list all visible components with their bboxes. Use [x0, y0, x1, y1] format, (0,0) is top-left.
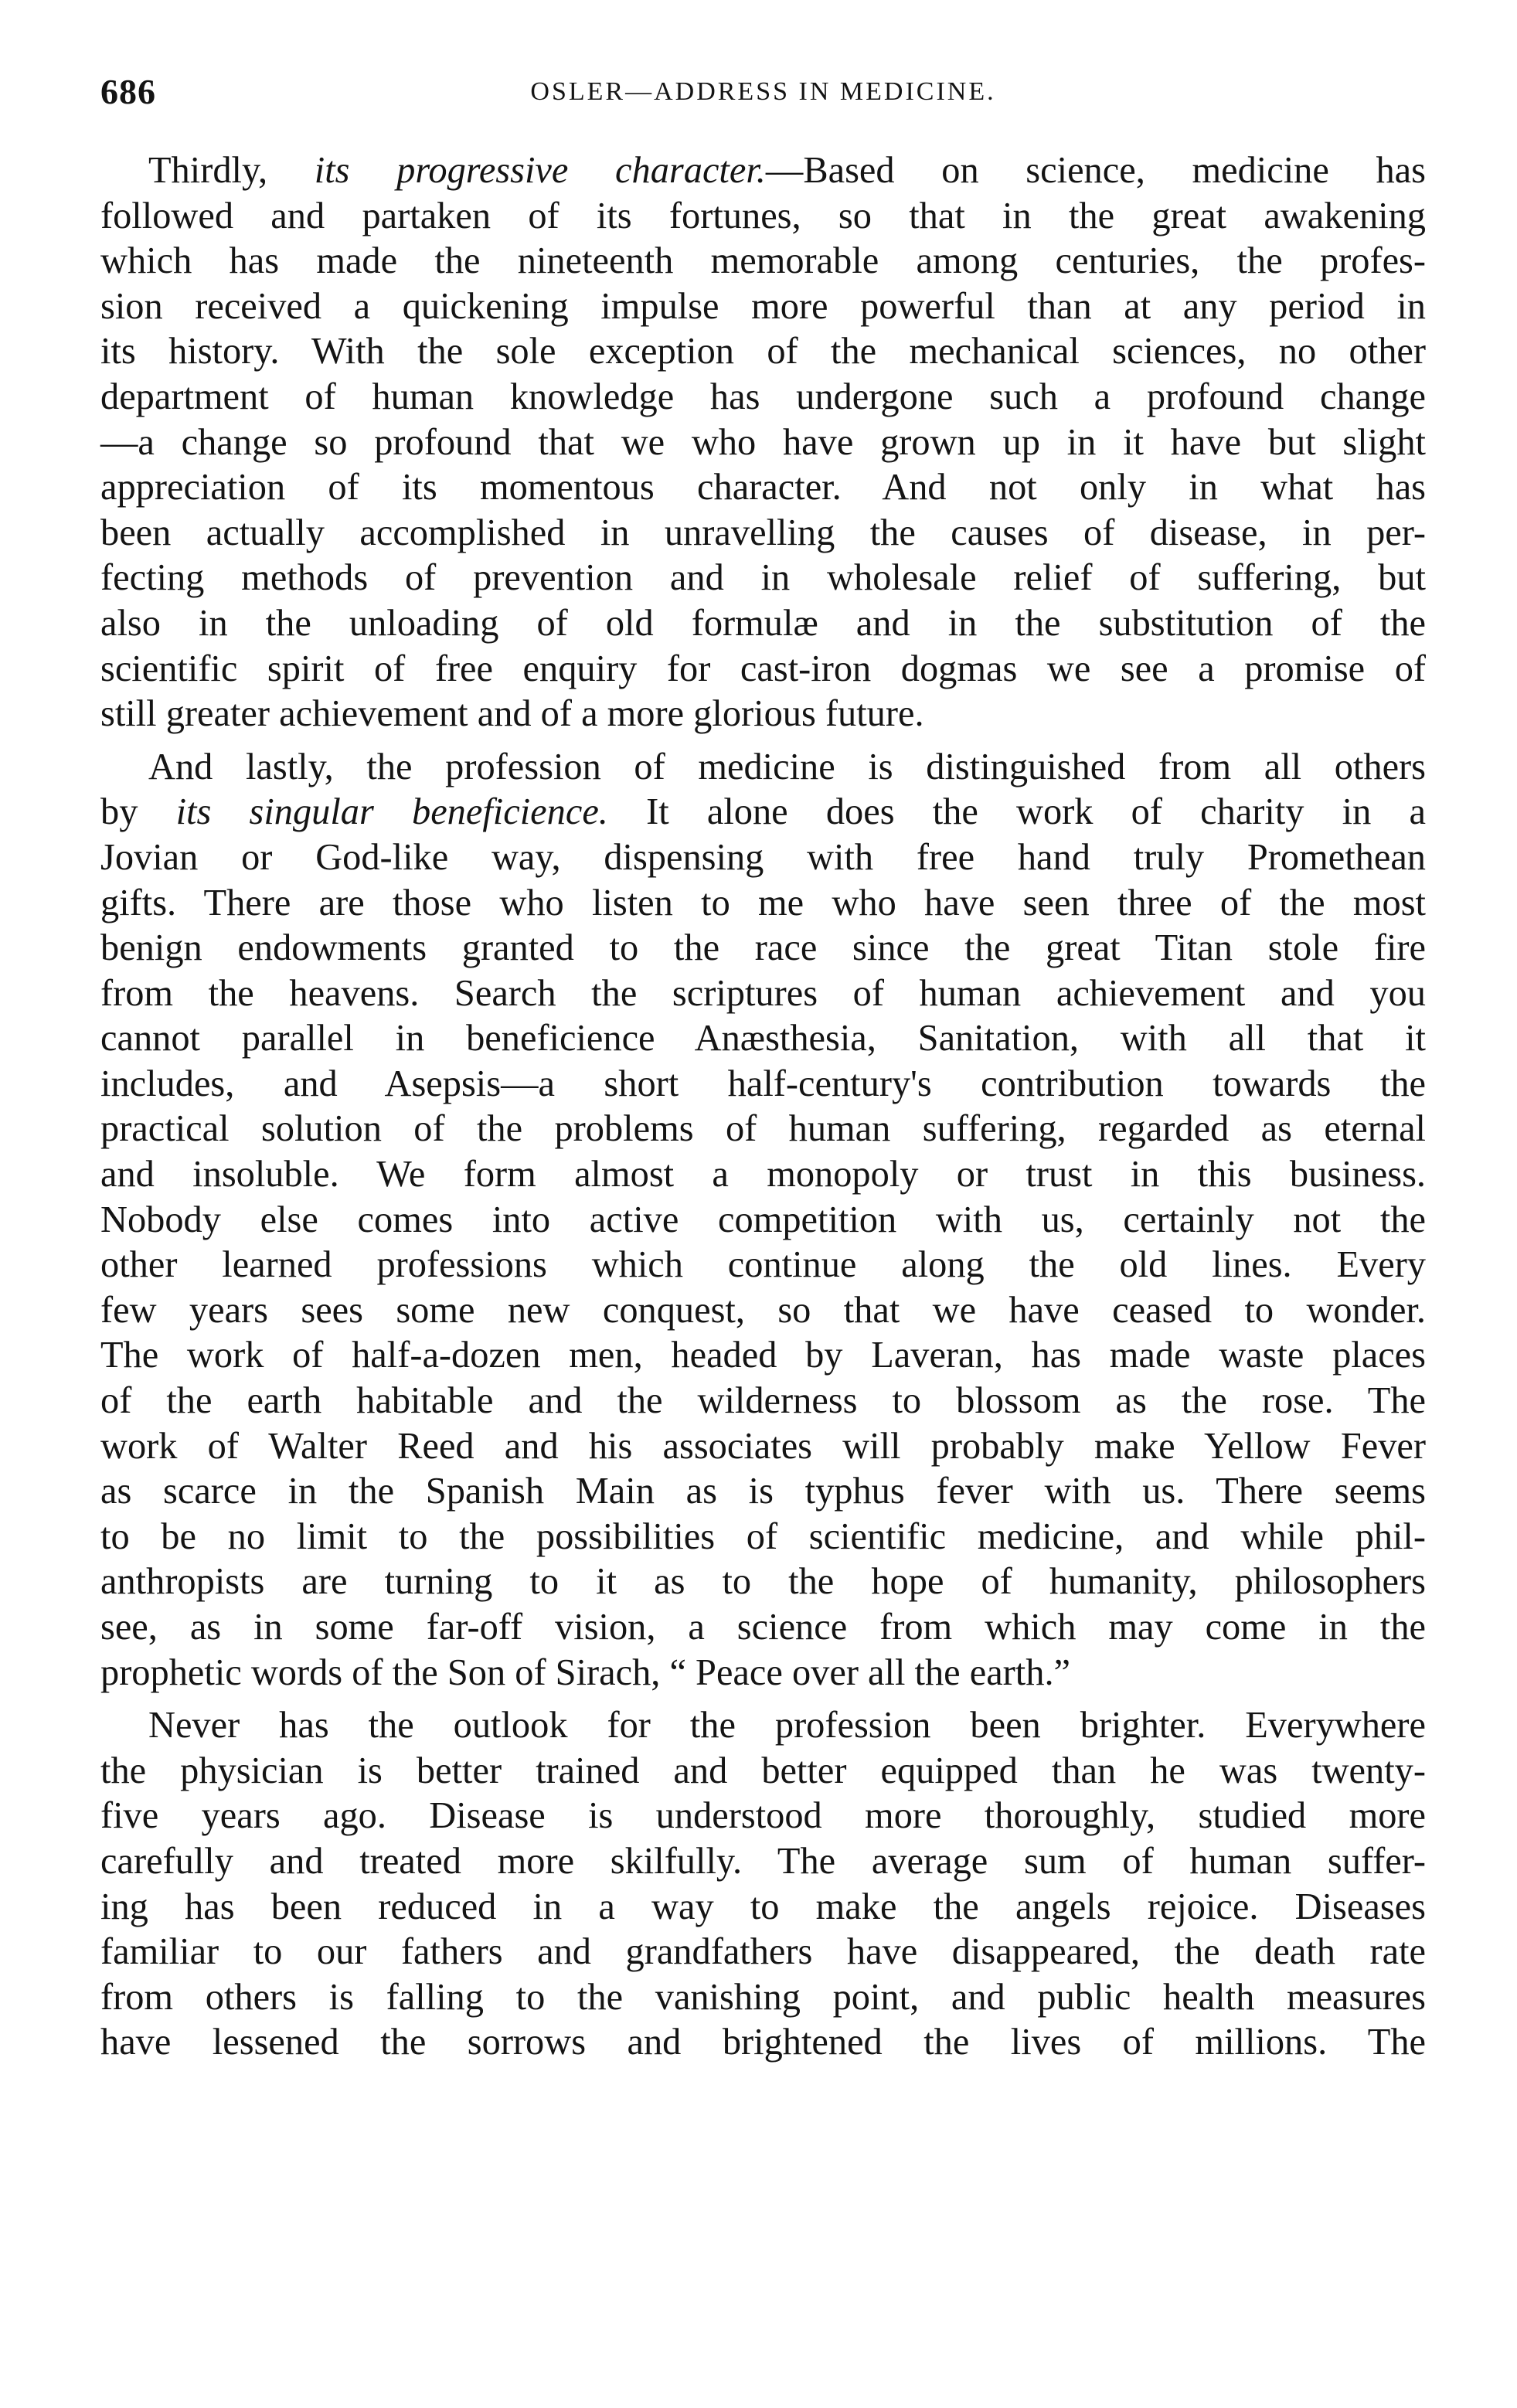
paragraph-progressive-character [100, 148, 1426, 737]
text-line: The work of half-a-dozen men, headed by Laveran, has made waste places [100, 1335, 1426, 1376]
text-line: cannot parallel in beneficience Anæsthesia, Sanitation, with all that it [100, 1018, 1426, 1059]
text-line: from others is falling to the vanishing point, and public health measures [100, 1976, 1426, 2018]
text-line: still greater achievement and of a more glorious future. [100, 693, 924, 735]
text-line: —a change so profound that we who have grown up in it have but slight [100, 421, 1426, 463]
text-line: followed and partaken of its fortunes, so that in the great awakening [100, 195, 1426, 236]
text-line: which has made the nineteenth memorable among centuries, the profes- [100, 240, 1426, 282]
text-line: been actually accomplished in unravelling the causes of disease, in per- [100, 512, 1426, 553]
text-line: as scarce in the Spanish Main as is typhus fever with us. There seems [100, 1471, 1426, 1512]
text-line: practical solution of the problems of human suffering, regarded as eternal [100, 1108, 1426, 1150]
page-header [100, 71, 1426, 117]
text-line: Nobody else comes into active competition with us, certainly not the [100, 1199, 1426, 1240]
paragraph-outlook [100, 1703, 1426, 2066]
text-run: It alone does the work of charity in a [607, 791, 1426, 833]
text-line: And lastly, the profession of medicine is distinguished from all others [148, 746, 1426, 787]
text-line: to be no limit to the possibilities of scientific medicine, and while phil- [100, 1515, 1426, 1557]
text-line: Never has the outlook for the profession been brighter. Everywhere [148, 1705, 1426, 1746]
text-line [100, 148, 1426, 194]
italic-phrase: its progressive character. [314, 150, 766, 191]
text-line: from the heavens. Search the scriptures of human achievement and you [100, 972, 1426, 1014]
text-line: fecting methods of prevention and in wholesale relief of suffering, but [100, 557, 1426, 599]
text-line: its history. With the sole exception of the mechanical sciences, no other [100, 331, 1426, 372]
paragraph-singular-beneficience [100, 745, 1426, 1695]
text-line: sion received a quickening impulse more powerful than at any period in [100, 285, 1426, 327]
text-line: includes, and Asepsis—a short half-century's contribution towards the [100, 1063, 1426, 1104]
text-line: department of human knowledge has undergone such a profound change [100, 376, 1426, 417]
text-line: appreciation of its momentous character. And not only in what has [100, 467, 1426, 508]
text-line: the physician is better trained and better equipped than he was twenty- [100, 1750, 1426, 1791]
text-line: anthropists are turning to it as to the hope of humanity, philosophers [100, 1561, 1426, 1603]
text-line: gifts. There are those who listen to me who have seen three of the most [100, 882, 1426, 923]
paragraph-gap [100, 737, 1426, 745]
paragraph-gap [100, 1695, 1426, 1703]
text-run: by [100, 791, 176, 833]
page-number: 686 [100, 72, 156, 111]
text-line: carefully and treated more skilfully. The average sum of human suffer- [100, 1840, 1426, 1882]
text-line [100, 790, 1426, 835]
text-run: Thirdly, [148, 150, 315, 191]
text-run: —Based on science, medicine has [765, 150, 1426, 191]
text-line: ing has been reduced in a way to make the angels rejoice. Diseases [100, 1886, 1426, 1927]
text-line: five years ago. Disease is understood more thoroughly, studied more [100, 1795, 1426, 1837]
running-head: OSLER—ADDRESS IN MEDICINE. [530, 77, 996, 106]
text-line: work of Walter Reed and his associates will probably make Yellow Fever [100, 1425, 1426, 1467]
text-line: other learned professions which continue along the old lines. Every [100, 1244, 1426, 1286]
text-line: have lessened the sorrows and brightened the lives of millions. The [100, 2022, 1426, 2063]
text-line: benign endowments granted to the race since the great Titan stole fire [100, 927, 1426, 969]
text-line: Jovian or God-like way, dispensing with free hand truly Promethean [100, 836, 1426, 878]
italic-phrase: its singular beneficience. [175, 791, 608, 833]
page-body [100, 148, 1426, 2066]
text-line: scientific spirit of free enquiry for cast-iron dogmas we see a promise of [100, 648, 1426, 689]
text-line: few years sees some new conquest, so that we have ceased to wonder. [100, 1289, 1426, 1331]
text-line: prophetic words of the Son of Sirach, “ Peace over all the earth.” [100, 1651, 1071, 1693]
text-line: of the earth habitable and the wilderness to blossom as the rose. The [100, 1380, 1426, 1422]
text-line: also in the unloading of old formulæ and in the substitution of the [100, 602, 1426, 644]
text-line: familiar to our fathers and grandfathers have disappeared, the death rate [100, 1931, 1426, 1973]
text-line: and insoluble. We form almost a monopoly or trust in this business. [100, 1154, 1426, 1195]
text-line: see, as in some far-off vision, a science from which may come in the [100, 1607, 1426, 1648]
